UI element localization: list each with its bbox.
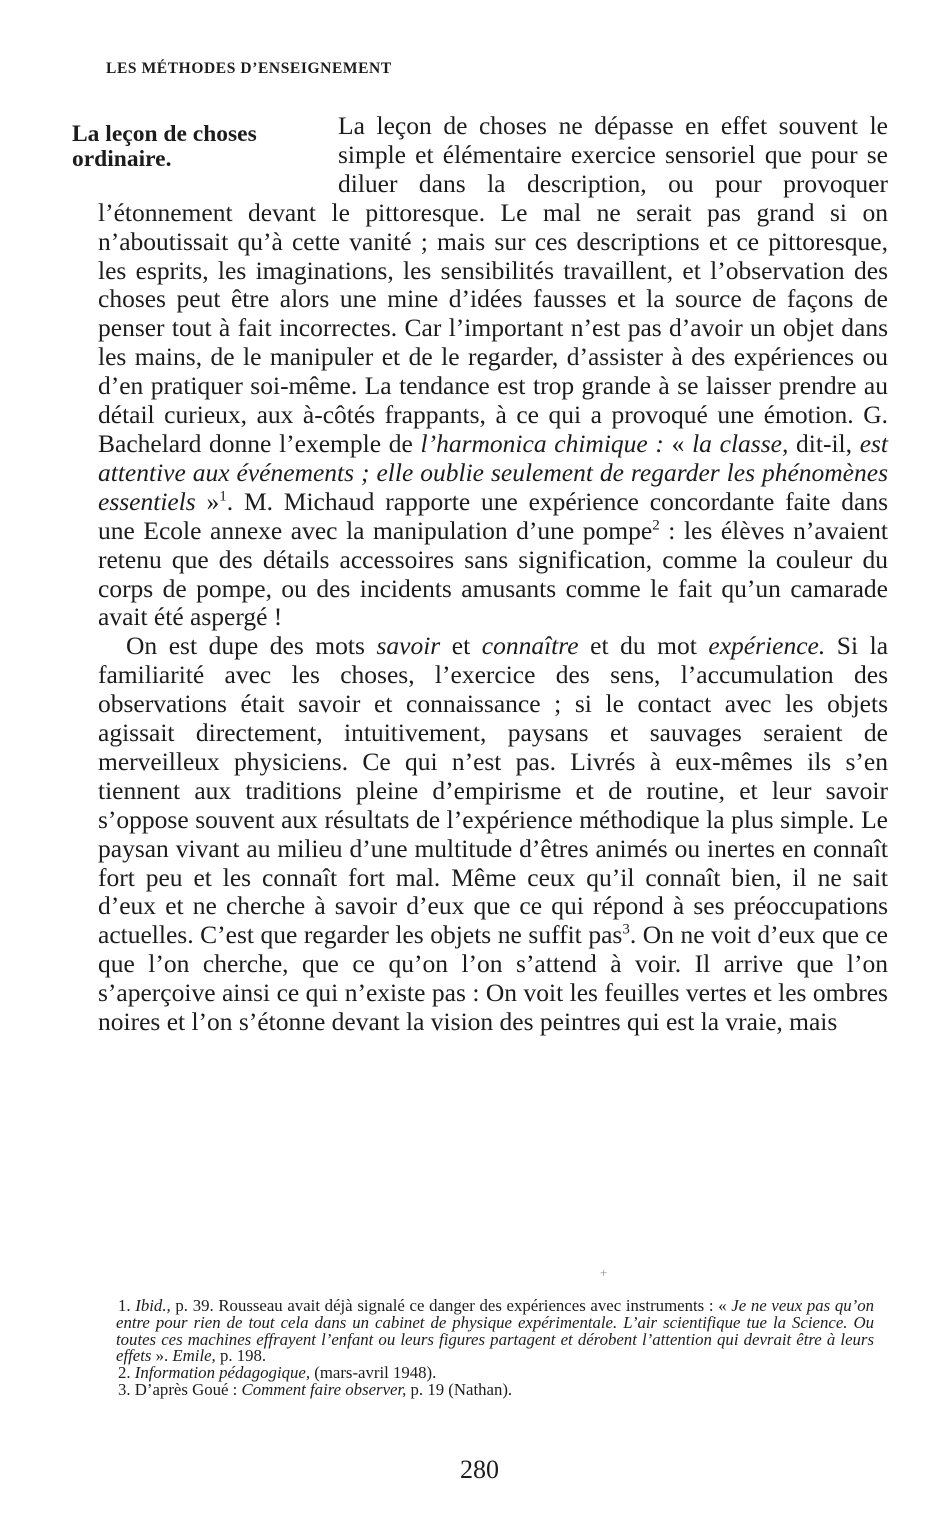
footnote-ref: 3	[622, 921, 630, 938]
text-run: et	[440, 631, 482, 661]
paragraph	[98, 632, 888, 1037]
page-number: 280	[460, 1455, 499, 1484]
text-run: Si la familiarité avec les choses, l’exercice des sens, l’accumulation des observations était savoir et connaissance ; si le contact avec les objets agissait directement, intuitivement, paysans et sauvages seraient de merveilleux physiciens. Ce qui n’est pas. Livrés à eux-mêmes ils s’en tiennent aux traditions pleine d’empirisme et de routine, et leur savoir s’oppose souvent aux résultats de l’expérience méthodique la plus simple. Le paysan vivant au milieu d’une multitude d’êtres animés ou inertes en connaît fort peu et les connaît fort mal. Même ceux qu’il connaît bien, il ne sait d’eux et ne cherche à savoir d’eux que ce qui répond à ses préoccupations actuelles. C’est que regarder les objets ne suffit pas	[98, 631, 889, 950]
section-heading: La leçon de choses ordinaire.	[72, 121, 257, 172]
footnote	[116, 1298, 874, 1365]
text-run: . On ne voit d’eux que ce que l’on cherche, que ce qu’on l’on s’attend à voir. Il arrive que l’on s’aperçoive ainsi ce qui n’existe pas : On voit les feuilles vertes et les ombres noires et l’on s’étonne devant la vision des peintres qui est la vraie, mais	[98, 920, 889, 1037]
text-run: est attentive aux événements ; elle oublie seulement de regarder les phénomènes essentiels	[98, 428, 889, 516]
text-run: ».	[151, 1346, 173, 1366]
text-run: 3. D’après Goué :	[118, 1379, 242, 1399]
text-run: Emile,	[172, 1346, 216, 1366]
footnote	[116, 1379, 874, 1399]
text-run: connaître	[481, 631, 579, 661]
text-run: l’harmonica chimique :	[420, 428, 664, 458]
text-run: et du mot	[578, 631, 709, 661]
text-run: On est dupe des mots	[126, 631, 377, 661]
paragraph	[98, 112, 888, 632]
text-run: (mars-avril 1948).	[310, 1363, 437, 1383]
text-run: 2.	[118, 1363, 135, 1383]
text-run: 1.	[118, 1296, 136, 1315]
stray-mark: +	[600, 1265, 608, 1280]
text-run: la classe,	[692, 428, 789, 458]
body-text	[98, 112, 888, 1037]
text-run: Je ne veux pas qu’on entre pour rien de tout cela dans un cabinet de physique expérimentale. L’air scientifique tue la Science. Ou toutes ces machines effrayent l’enfant ou leurs figures partagent et dérobent l’attention qui devrait être à leurs effets	[116, 1296, 874, 1366]
text-run: . M. Michaud rapporte une expérience concordante faite dans une Ecole annexe avec la manipulation d’une pompe	[98, 486, 888, 545]
text-run: dit-il,	[788, 428, 860, 458]
running-head: LES MÉTHODES D’ENSEIGNEMENT	[106, 60, 392, 77]
footnote-ref: 2	[652, 517, 660, 534]
text-run: p. 198.	[215, 1346, 267, 1366]
text-run: : les élèves n’avaient retenu que des détails accessoires sans signification, comme la couleur du corps de pompe, ou des incidents amusants comme le fait qu’un camarade avait été aspergé !	[98, 515, 888, 632]
text-run: expérience.	[708, 631, 826, 661]
text-run: p. 39. Rousseau avait déjà signalé ce danger des expériences avec instruments : «	[170, 1296, 732, 1315]
main-section	[72, 111, 889, 1037]
text-run: savoir	[376, 631, 441, 661]
text-run: »	[195, 486, 220, 516]
footnotes	[116, 1298, 874, 1399]
text-run: La leçon de choses ne dépasse en effet souvent le simple et élémentaire exercice sensoriel que pour se diluer dans la description, ou pour provoquer l’étonnement devant le pittoresque. Le mal ne serait pas grand si on n’aboutissait qu’à cette vanité ; mais sur ces descriptions et ce pittoresque, les esprits, les imaginations, les sensibilités travaillent, et l’observation des choses peut être alors une mine d’idées fausses et la source de façons de penser tout à fait incorrectes. Car l’important n’est pas d’avoir un objet dans les mains, de le manipuler et de le regarder, d’assister à des expériences ou d’en pratiquer soi-même. La tendance est trop grande à se laisser prendre au détail curieux, aux à-côtés frappants, à ce qui a provoqué une émotion. G. Bachelard donne l’exemple de	[98, 111, 888, 458]
text-run: Comment faire observer,	[241, 1379, 407, 1399]
text-run: Ibid.,	[135, 1296, 171, 1315]
text-run: «	[663, 428, 693, 458]
text-run: Information pédagogique,	[134, 1363, 311, 1383]
text-run: p. 19 (Nathan).	[406, 1379, 513, 1399]
footnote-ref: 1	[219, 488, 227, 505]
